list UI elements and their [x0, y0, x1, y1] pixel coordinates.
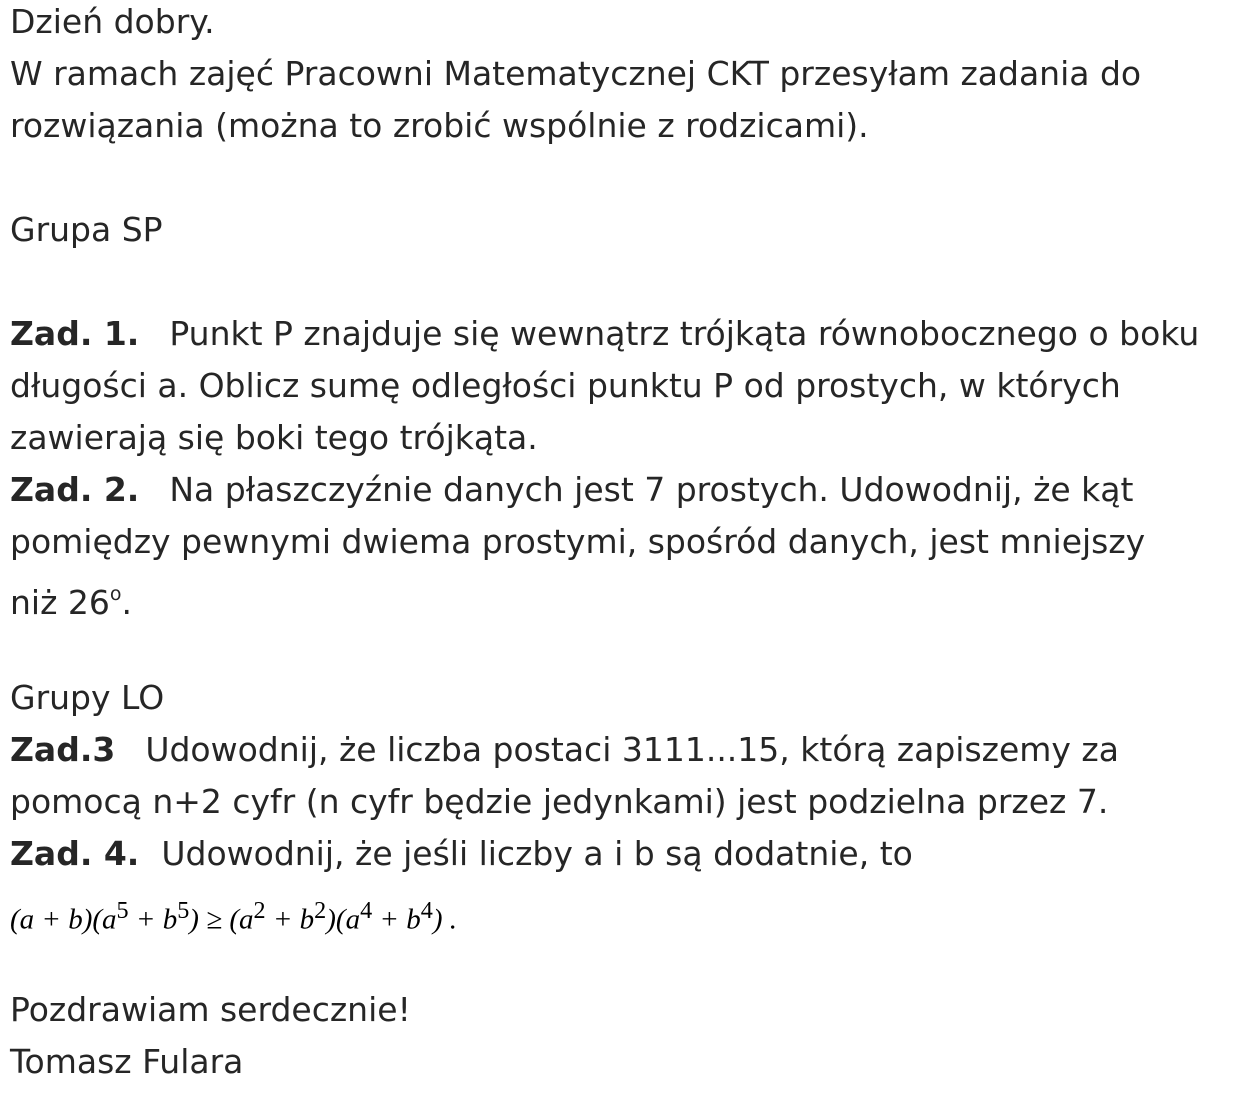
task-3-text-1: Udowodnij, że liczba postaci 3111...15, którą zapiszemy za [145, 730, 1119, 769]
spacer [10, 260, 1242, 312]
task-2-line-1 [10, 468, 1242, 520]
task-3-line-1 [10, 728, 1242, 780]
task-4-line-1 [10, 832, 1242, 884]
task-1-label: Zad. 1. [10, 314, 140, 353]
task-2-label: Zad. 2. [10, 470, 140, 509]
task-4-formula: $(a + b)(a^5 + b^5) \ge (a^2 + b^2)(a^4 + b^4)$ . [10, 897, 457, 936]
spacer [10, 624, 1242, 676]
group-lo-heading: Grupy LO [10, 678, 165, 717]
task-4-label: Zad. 4. [10, 834, 140, 873]
intro-line-1: W ramach zajęć Pracowni Matematycznej CKT przesyłam zadania do [10, 54, 1142, 93]
signature: Tomasz Fulara [10, 1042, 244, 1081]
task-3-line-2: pomocą n+2 cyfr (n cyfr będzie jedynkami) jest podzielna przez 7. [10, 782, 1109, 821]
closing: Pozdrawiam serdecznie! [10, 990, 411, 1029]
group-sp-heading: Grupa SP [10, 210, 163, 249]
task-2-text-3: niż 26 [10, 583, 110, 622]
spacer [10, 156, 1242, 208]
degree-symbol: o [109, 583, 122, 605]
task-2-line-3 [10, 572, 1242, 624]
task-1-line-3: zawierają się boki tego trójkąta. [10, 418, 538, 457]
greeting: Dzień dobry. [10, 2, 215, 41]
task-1-text-1: Punkt P znajduje się wewnątrz trójkąta równobocznego o boku [169, 314, 1200, 353]
task-2-period: . [121, 583, 133, 622]
task-3-label: Zad.3 [10, 730, 116, 769]
task-1-line-1 [10, 312, 1242, 364]
message-body [10, 0, 1242, 1092]
task-2-line-2: pomiędzy pewnymi dwiema prostymi, spośród danych, jest mniejszy [10, 522, 1146, 561]
task-4-text-1: Udowodnij, że jeśli liczby a i b są dodatnie, to [161, 834, 913, 873]
task-2-text-1: Na płaszczyźnie danych jest 7 prostych. Udowodnij, że kąt [169, 470, 1134, 509]
spacer [10, 936, 1242, 988]
intro-line-2: rozwiązania (można to zrobić wspólnie z rodzicami). [10, 106, 869, 145]
task-1-line-2: długości a. Oblicz sumę odległości punktu P od prostych, w których [10, 366, 1121, 405]
